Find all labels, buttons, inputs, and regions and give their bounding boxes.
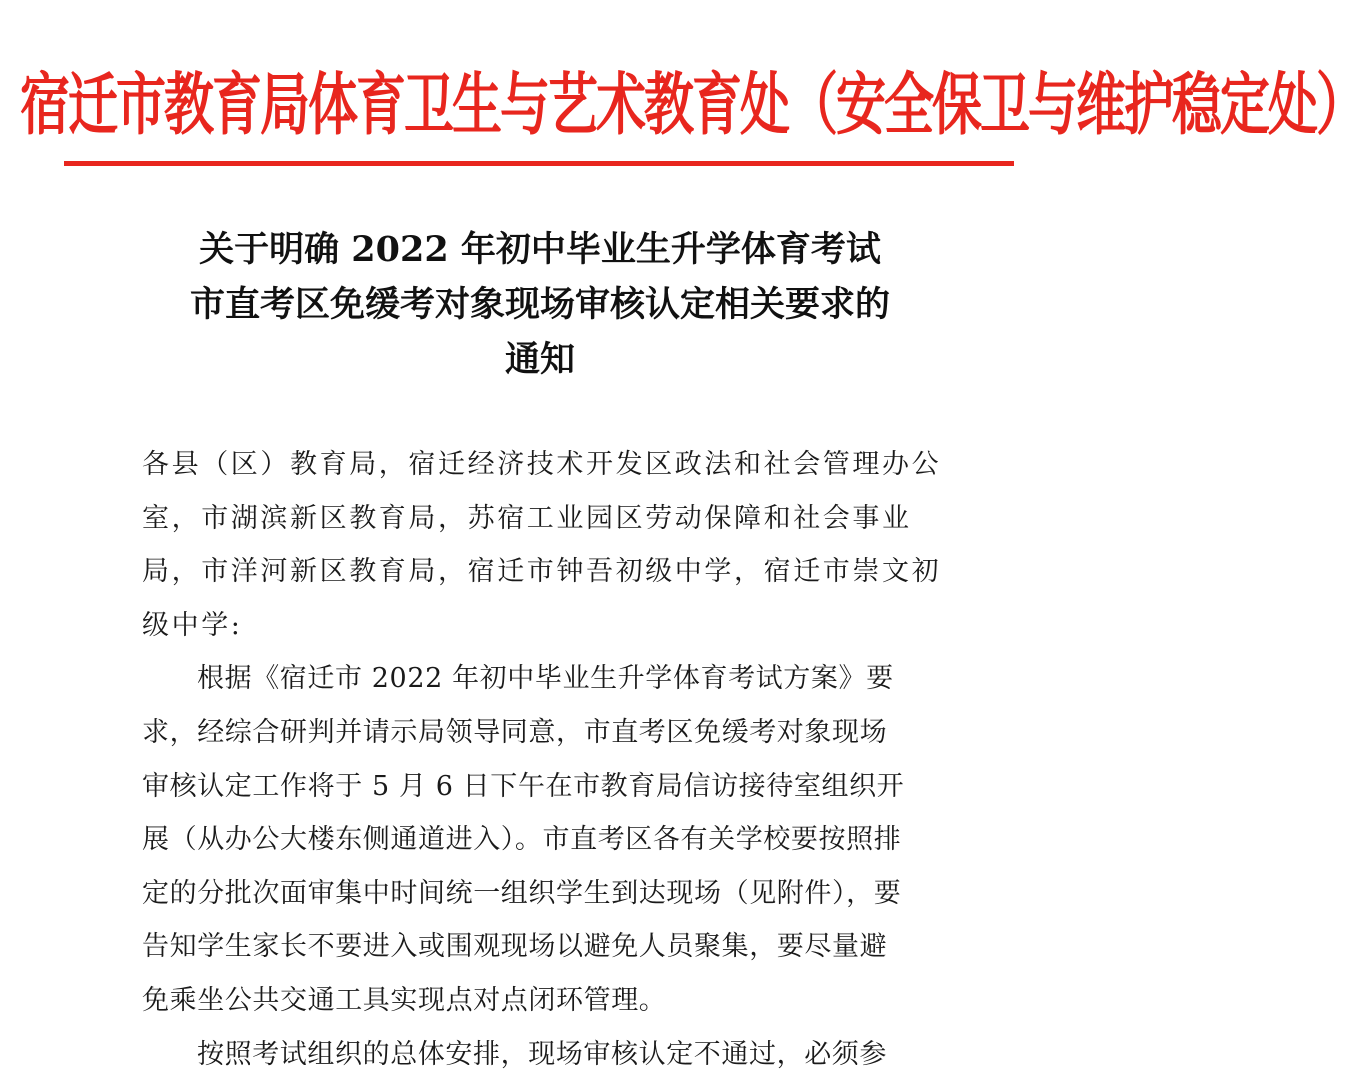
masthead-red-rule	[64, 161, 1014, 166]
body-line-paragraph: 告知学生家长不要进入或围观现场以避免人员聚集，要尽量避	[142, 931, 888, 963]
title-line: 市直考区免缓考对象现场审核认定相关要求的	[189, 284, 890, 325]
body-line-addressee: 室，市湖滨新区教育局，苏宿工业园区劳动保障和社会事业	[142, 502, 912, 534]
body-line-paragraph: 求，经综合研判并请示局领导同意，市直考区免缓考对象现场	[142, 716, 888, 748]
body-line-paragraph: 按照考试组织的总体安排，现场审核认定不通过，必须参	[197, 1038, 887, 1070]
body-line-paragraph: 免乘坐公共交通工具实现点对点闭环管理。	[142, 984, 667, 1016]
body-line-paragraph: 展（从办公大楼东侧通道进入）。市直考区各有关学校要按照排	[142, 824, 902, 856]
body-line-paragraph: 定的分批次面审集中时间统一组织学生到达现场（见附件），要	[142, 877, 902, 909]
masthead-title: 宿迁市教育局体育卫生与艺术教育处（安全保卫与维护稳定处）	[20, 65, 1364, 144]
body-line-paragraph: 根据《宿迁市 2022 年初中毕业生升学体育考试方案》要	[197, 663, 894, 695]
body-line-addressee: 各县（区）教育局，宿迁经济技术开发区政法和社会管理办公	[142, 449, 942, 480]
body-line-addressee: 级中学:	[142, 609, 243, 641]
body-line-addressee: 局，市洋河新区教育局，宿迁市钟吾初级中学，宿迁市崇文初	[142, 556, 942, 588]
title-line: 通知	[504, 339, 575, 380]
title-line: 关于明确 2022 年初中毕业生升学体育考试	[199, 229, 881, 270]
document-body	[142, 438, 942, 1081]
document-title	[100, 222, 980, 387]
body-line-paragraph: 审核认定工作将于 5 月 6 日下午在市教育局信访接待室组织开	[142, 770, 905, 802]
